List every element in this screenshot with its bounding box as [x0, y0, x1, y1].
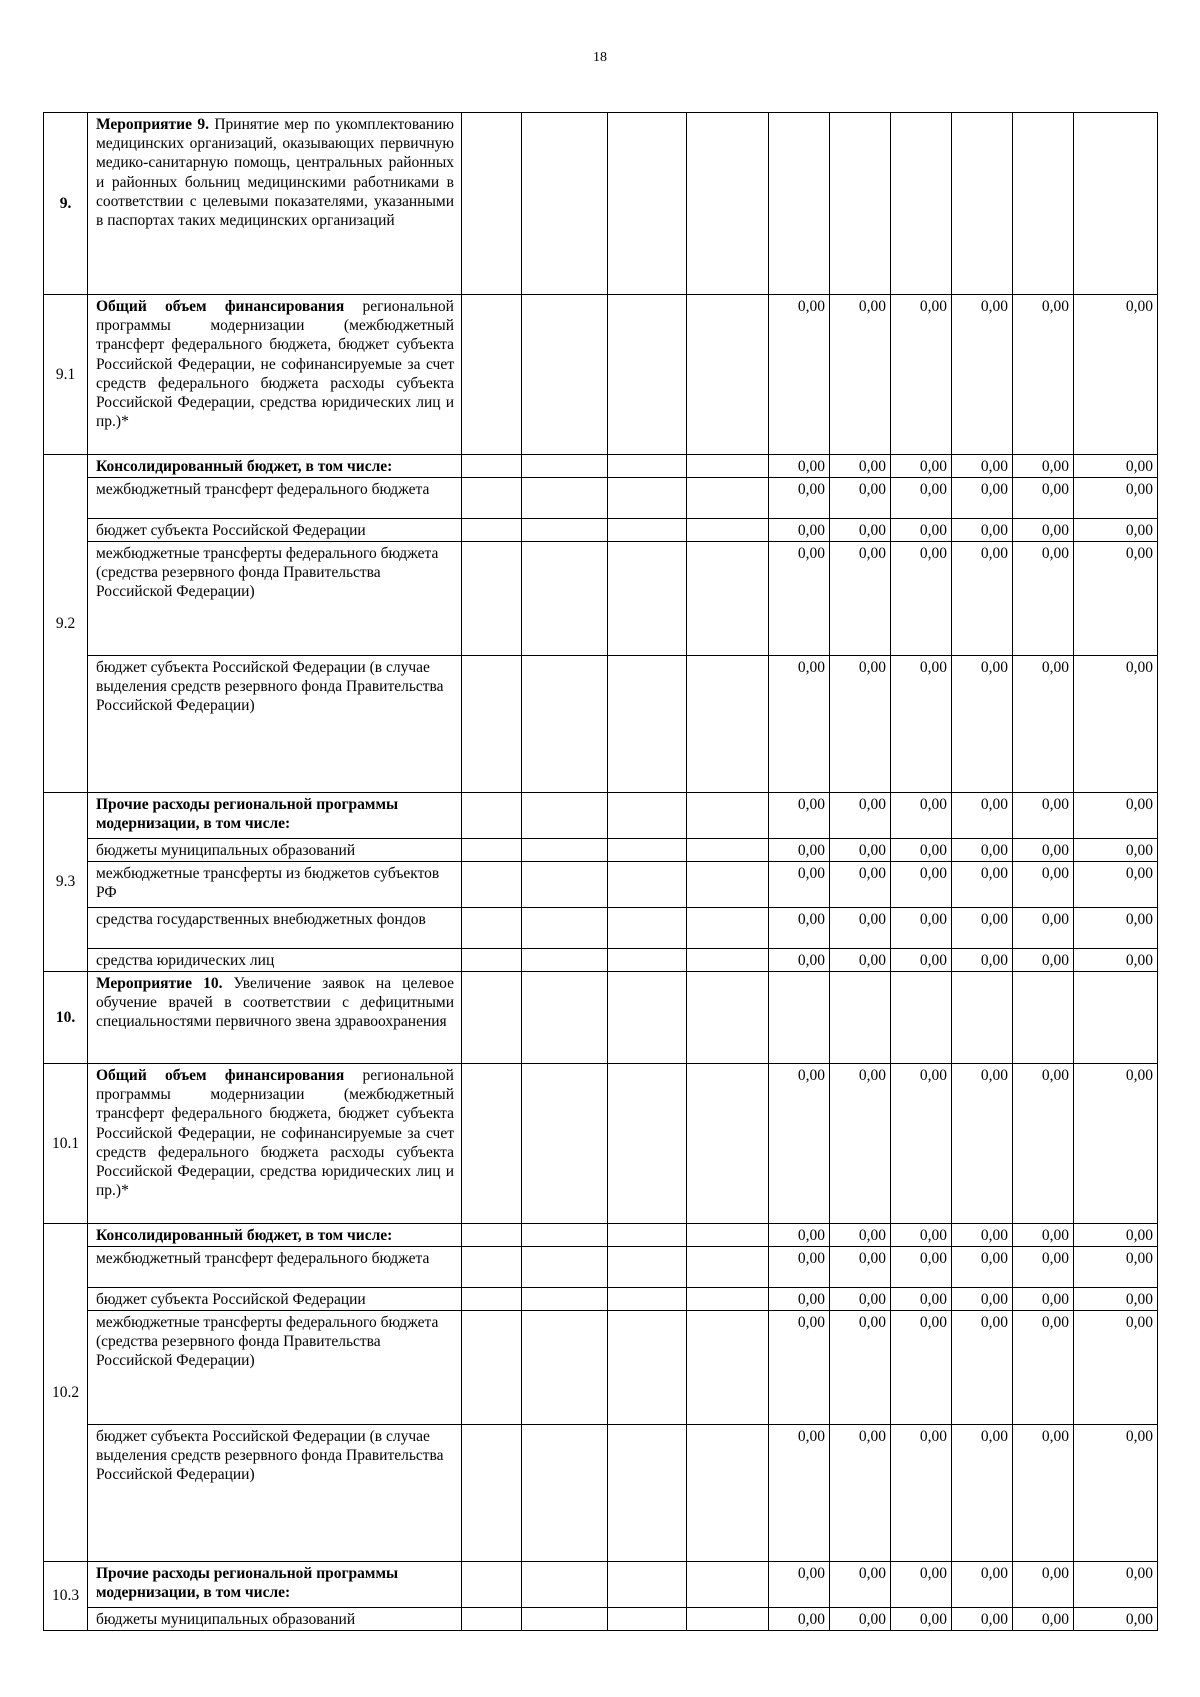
value-cell: 0,00	[952, 455, 1013, 478]
value-cell: 0,00	[1074, 1288, 1158, 1311]
empty-cell	[687, 1247, 769, 1288]
empty-cell	[608, 1425, 687, 1562]
value-cell: 0,00	[1013, 949, 1074, 972]
value-cell: 0,00	[952, 1288, 1013, 1311]
value-cell: 0,00	[891, 656, 952, 793]
value-cell: 0,00	[769, 455, 830, 478]
value-cell: 0,00	[1013, 519, 1074, 542]
empty-cell	[1074, 113, 1158, 295]
value-cell: 0,00	[830, 1064, 891, 1224]
row-number: 9.3	[44, 793, 88, 972]
empty-cell	[522, 1224, 608, 1247]
value-cell: 0,00	[1013, 1247, 1074, 1288]
value-cell: 0,00	[1074, 542, 1158, 656]
empty-cell	[522, 1311, 608, 1425]
empty-cell	[608, 862, 687, 908]
row-description: Консолидированный бюджет, в том числе:	[88, 455, 462, 478]
value-cell: 0,00	[769, 295, 830, 455]
empty-cell	[462, 455, 522, 478]
row-description: средства государственных внебюджетных фондов	[88, 908, 462, 949]
row-number: 10.1	[44, 1064, 88, 1224]
value-cell: 0,00	[891, 1608, 952, 1631]
value-cell: 0,00	[952, 1247, 1013, 1288]
value-cell: 0,00	[891, 908, 952, 949]
row-description: Прочие расходы региональной программы модернизации, в том числе:	[88, 1562, 462, 1608]
value-cell: 0,00	[891, 1247, 952, 1288]
empty-cell	[462, 1311, 522, 1425]
value-cell: 0,00	[769, 1064, 830, 1224]
value-cell: 0,00	[769, 1288, 830, 1311]
value-cell: 0,00	[769, 1311, 830, 1425]
value-cell: 0,00	[1013, 862, 1074, 908]
empty-cell	[687, 793, 769, 839]
value-cell: 0,00	[891, 949, 952, 972]
empty-cell	[769, 113, 830, 295]
value-cell: 0,00	[830, 1562, 891, 1608]
table-row	[44, 542, 1158, 656]
empty-cell	[522, 542, 608, 656]
table-row	[44, 1425, 1158, 1562]
table-row	[44, 295, 1158, 455]
value-cell: 0,00	[830, 949, 891, 972]
value-cell: 0,00	[1074, 1425, 1158, 1562]
empty-cell	[462, 972, 522, 1064]
table-row	[44, 478, 1158, 519]
value-cell: 0,00	[952, 1311, 1013, 1425]
value-cell: 0,00	[830, 1288, 891, 1311]
row-description: Мероприятие 10. Увеличение заявок на целевое обучение врачей в соответствии с дефицитными специальностями первичного звена здравоохранения	[88, 972, 462, 1064]
empty-cell	[830, 972, 891, 1064]
row-description: межбюджетный трансферт федерального бюджета	[88, 1247, 462, 1288]
empty-cell	[1013, 972, 1074, 1064]
value-cell: 0,00	[1074, 908, 1158, 949]
value-cell: 0,00	[1074, 1608, 1158, 1631]
value-cell: 0,00	[952, 519, 1013, 542]
value-cell: 0,00	[830, 1224, 891, 1247]
empty-cell	[891, 113, 952, 295]
table-row	[44, 1311, 1158, 1425]
empty-cell	[522, 113, 608, 295]
value-cell: 0,00	[769, 519, 830, 542]
empty-cell	[1013, 113, 1074, 295]
value-cell: 0,00	[769, 908, 830, 949]
empty-cell	[608, 1311, 687, 1425]
row-number: 10.2	[44, 1224, 88, 1562]
value-cell: 0,00	[769, 542, 830, 656]
empty-cell	[462, 542, 522, 656]
value-cell: 0,00	[1013, 1288, 1074, 1311]
empty-cell	[522, 839, 608, 862]
value-cell: 0,00	[891, 542, 952, 656]
empty-cell	[687, 519, 769, 542]
value-cell: 0,00	[1013, 1224, 1074, 1247]
value-cell: 0,00	[1013, 1425, 1074, 1562]
empty-cell	[608, 1562, 687, 1608]
table-row	[44, 1562, 1158, 1608]
empty-cell	[608, 478, 687, 519]
value-cell: 0,00	[952, 793, 1013, 839]
value-cell: 0,00	[769, 1562, 830, 1608]
empty-cell	[608, 542, 687, 656]
value-cell: 0,00	[1013, 839, 1074, 862]
value-cell: 0,00	[1013, 295, 1074, 455]
value-cell: 0,00	[830, 1247, 891, 1288]
empty-cell	[687, 113, 769, 295]
page-number: 18	[593, 50, 607, 65]
value-cell: 0,00	[1074, 1247, 1158, 1288]
value-cell: 0,00	[1074, 656, 1158, 793]
empty-cell	[687, 949, 769, 972]
empty-cell	[952, 972, 1013, 1064]
value-cell: 0,00	[891, 1288, 952, 1311]
value-cell: 0,00	[830, 478, 891, 519]
value-cell: 0,00	[1013, 1608, 1074, 1631]
table-row	[44, 862, 1158, 908]
empty-cell	[608, 972, 687, 1064]
empty-cell	[687, 478, 769, 519]
row-number: 10.	[44, 972, 88, 1064]
value-cell: 0,00	[952, 295, 1013, 455]
value-cell: 0,00	[1074, 295, 1158, 455]
value-cell: 0,00	[830, 542, 891, 656]
value-cell: 0,00	[1013, 1562, 1074, 1608]
financing-table	[43, 112, 1158, 1631]
empty-cell	[687, 295, 769, 455]
row-description: Прочие расходы региональной программы модернизации, в том числе:	[88, 793, 462, 839]
value-cell: 0,00	[1013, 656, 1074, 793]
value-cell: 0,00	[830, 1608, 891, 1631]
empty-cell	[687, 972, 769, 1064]
value-cell: 0,00	[891, 1562, 952, 1608]
empty-cell	[891, 972, 952, 1064]
value-cell: 0,00	[1074, 519, 1158, 542]
empty-cell	[462, 295, 522, 455]
value-cell: 0,00	[1013, 793, 1074, 839]
value-cell: 0,00	[1013, 455, 1074, 478]
value-cell: 0,00	[769, 1608, 830, 1631]
row-description: бюджет субъекта Российской Федерации (в случае выделения средств резервного фонда Правительства Российской Федерации)	[88, 1425, 462, 1562]
table-row	[44, 519, 1158, 542]
empty-cell	[522, 519, 608, 542]
empty-cell	[687, 1311, 769, 1425]
value-cell: 0,00	[891, 1311, 952, 1425]
value-cell: 0,00	[830, 455, 891, 478]
value-cell: 0,00	[769, 839, 830, 862]
empty-cell	[522, 1425, 608, 1562]
value-cell: 0,00	[769, 862, 830, 908]
empty-cell	[608, 656, 687, 793]
empty-cell	[462, 1288, 522, 1311]
value-cell: 0,00	[1013, 542, 1074, 656]
empty-cell	[522, 1562, 608, 1608]
empty-cell	[462, 908, 522, 949]
value-cell: 0,00	[830, 862, 891, 908]
empty-cell	[462, 862, 522, 908]
row-description: Консолидированный бюджет, в том числе:	[88, 1224, 462, 1247]
value-cell: 0,00	[891, 455, 952, 478]
value-cell: 0,00	[952, 1425, 1013, 1562]
value-cell: 0,00	[769, 793, 830, 839]
value-cell: 0,00	[769, 656, 830, 793]
empty-cell	[687, 656, 769, 793]
value-cell: 0,00	[1013, 1064, 1074, 1224]
value-cell: 0,00	[1013, 908, 1074, 949]
row-number: 10.3	[44, 1562, 88, 1631]
empty-cell	[522, 1288, 608, 1311]
empty-cell	[687, 1425, 769, 1562]
empty-cell	[522, 478, 608, 519]
value-cell: 0,00	[1074, 1562, 1158, 1608]
empty-cell	[462, 1425, 522, 1562]
empty-cell	[522, 1064, 608, 1224]
empty-cell	[687, 455, 769, 478]
row-number: 9.2	[44, 455, 88, 793]
table-row	[44, 949, 1158, 972]
empty-cell	[952, 113, 1013, 295]
value-cell: 0,00	[952, 908, 1013, 949]
empty-cell	[522, 793, 608, 839]
row-description: межбюджетные трансферты из бюджетов субъектов РФ	[88, 862, 462, 908]
row-description: Мероприятие 9. Принятие мер по укомплектованию медицинских организаций, оказывающих первичную медико-санитарную помощь, центральных районных и районных больниц медицинскими работниками в соответствии с целевыми показателями, указанными в паспортах таких медицинских организаций	[88, 113, 462, 295]
empty-cell	[522, 949, 608, 972]
table-row	[44, 793, 1158, 839]
value-cell: 0,00	[1074, 793, 1158, 839]
value-cell: 0,00	[1074, 1064, 1158, 1224]
value-cell: 0,00	[891, 1064, 952, 1224]
table-row	[44, 1247, 1158, 1288]
value-cell: 0,00	[952, 1224, 1013, 1247]
empty-cell	[608, 1064, 687, 1224]
empty-cell	[462, 839, 522, 862]
value-cell: 0,00	[891, 862, 952, 908]
empty-cell	[608, 908, 687, 949]
empty-cell	[1074, 972, 1158, 1064]
value-cell: 0,00	[952, 656, 1013, 793]
value-cell: 0,00	[891, 839, 952, 862]
empty-cell	[462, 519, 522, 542]
value-cell: 0,00	[952, 1562, 1013, 1608]
table-row	[44, 455, 1158, 478]
value-cell: 0,00	[1074, 455, 1158, 478]
row-number: 9.1	[44, 295, 88, 455]
row-description: межбюджетный трансферт федерального бюджета	[88, 478, 462, 519]
empty-cell	[608, 1247, 687, 1288]
row-description: бюджет субъекта Российской Федерации (в случае выделения средств резервного фонда Правительства Российской Федерации)	[88, 656, 462, 793]
row-description: бюджет субъекта Российской Федерации	[88, 519, 462, 542]
value-cell: 0,00	[891, 519, 952, 542]
value-cell: 0,00	[830, 793, 891, 839]
table-row	[44, 1608, 1158, 1631]
table-row	[44, 1288, 1158, 1311]
empty-cell	[462, 1247, 522, 1288]
value-cell: 0,00	[952, 1608, 1013, 1631]
value-cell: 0,00	[1074, 862, 1158, 908]
empty-cell	[462, 1224, 522, 1247]
empty-cell	[522, 862, 608, 908]
value-cell: 0,00	[830, 1311, 891, 1425]
value-cell: 0,00	[952, 1064, 1013, 1224]
empty-cell	[608, 113, 687, 295]
value-cell: 0,00	[830, 295, 891, 455]
value-cell: 0,00	[952, 478, 1013, 519]
empty-cell	[608, 793, 687, 839]
empty-cell	[608, 455, 687, 478]
empty-cell	[687, 1608, 769, 1631]
empty-cell	[462, 478, 522, 519]
value-cell: 0,00	[1013, 1311, 1074, 1425]
value-cell: 0,00	[769, 949, 830, 972]
empty-cell	[522, 1608, 608, 1631]
empty-cell	[687, 839, 769, 862]
value-cell: 0,00	[769, 1425, 830, 1562]
empty-cell	[462, 1608, 522, 1631]
empty-cell	[608, 839, 687, 862]
empty-cell	[522, 656, 608, 793]
empty-cell	[462, 656, 522, 793]
table-row	[44, 839, 1158, 862]
empty-cell	[687, 1064, 769, 1224]
value-cell: 0,00	[891, 1425, 952, 1562]
value-cell: 0,00	[952, 839, 1013, 862]
row-description: бюджет субъекта Российской Федерации	[88, 1288, 462, 1311]
table-row	[44, 1064, 1158, 1224]
table-row	[44, 113, 1158, 295]
value-cell: 0,00	[769, 1247, 830, 1288]
value-cell: 0,00	[1074, 839, 1158, 862]
empty-cell	[608, 949, 687, 972]
value-cell: 0,00	[891, 478, 952, 519]
empty-cell	[608, 1224, 687, 1247]
value-cell: 0,00	[891, 1224, 952, 1247]
row-description: межбюджетные трансферты федерального бюджета (средства резервного фонда Правительства Российской Федерации)	[88, 542, 462, 656]
empty-cell	[608, 295, 687, 455]
value-cell: 0,00	[952, 862, 1013, 908]
value-cell: 0,00	[830, 908, 891, 949]
table-row	[44, 908, 1158, 949]
empty-cell	[687, 1562, 769, 1608]
value-cell: 0,00	[769, 1224, 830, 1247]
value-cell: 0,00	[1074, 949, 1158, 972]
empty-cell	[608, 1608, 687, 1631]
value-cell: 0,00	[830, 519, 891, 542]
value-cell: 0,00	[769, 478, 830, 519]
empty-cell	[608, 1288, 687, 1311]
empty-cell	[522, 908, 608, 949]
value-cell: 0,00	[1074, 1224, 1158, 1247]
empty-cell	[608, 519, 687, 542]
empty-cell	[522, 1247, 608, 1288]
value-cell: 0,00	[891, 295, 952, 455]
empty-cell	[687, 1224, 769, 1247]
empty-cell	[769, 972, 830, 1064]
table-row	[44, 1224, 1158, 1247]
table-row	[44, 972, 1158, 1064]
empty-cell	[462, 1562, 522, 1608]
row-description: бюджеты муниципальных образований	[88, 839, 462, 862]
table-row	[44, 656, 1158, 793]
value-cell: 0,00	[1013, 478, 1074, 519]
empty-cell	[462, 949, 522, 972]
value-cell: 0,00	[891, 793, 952, 839]
row-description: бюджеты муниципальных образований	[88, 1608, 462, 1631]
empty-cell	[462, 1064, 522, 1224]
value-cell: 0,00	[1074, 478, 1158, 519]
value-cell: 0,00	[952, 542, 1013, 656]
empty-cell	[462, 793, 522, 839]
row-description: средства юридических лиц	[88, 949, 462, 972]
empty-cell	[687, 1288, 769, 1311]
empty-cell	[687, 542, 769, 656]
row-description: Общий объем финансирования региональной программы модернизации (межбюджетный трансферт федерального бюджета, бюджет субъекта Российской Федерации, не софинансируемые за счет средств федерального бюджета расходы субъекта Российской Федерации, средства юридических лиц и пр.)*	[88, 1064, 462, 1224]
value-cell: 0,00	[952, 949, 1013, 972]
empty-cell	[522, 295, 608, 455]
value-cell: 0,00	[830, 839, 891, 862]
empty-cell	[687, 862, 769, 908]
value-cell: 0,00	[830, 656, 891, 793]
row-description: межбюджетные трансферты федерального бюджета (средства резервного фонда Правительства Российской Федерации)	[88, 1311, 462, 1425]
row-number: 9.	[44, 113, 88, 295]
value-cell: 0,00	[830, 1425, 891, 1562]
value-cell: 0,00	[1074, 1311, 1158, 1425]
row-description: Общий объем финансирования региональной программы модернизации (межбюджетный трансферт федерального бюджета, бюджет субъекта Российской Федерации, не софинансируемые за счет средств федерального бюджета расходы субъекта Российской Федерации, средства юридических лиц и пр.)*	[88, 295, 462, 455]
empty-cell	[830, 113, 891, 295]
empty-cell	[687, 908, 769, 949]
empty-cell	[522, 972, 608, 1064]
empty-cell	[522, 455, 608, 478]
empty-cell	[462, 113, 522, 295]
